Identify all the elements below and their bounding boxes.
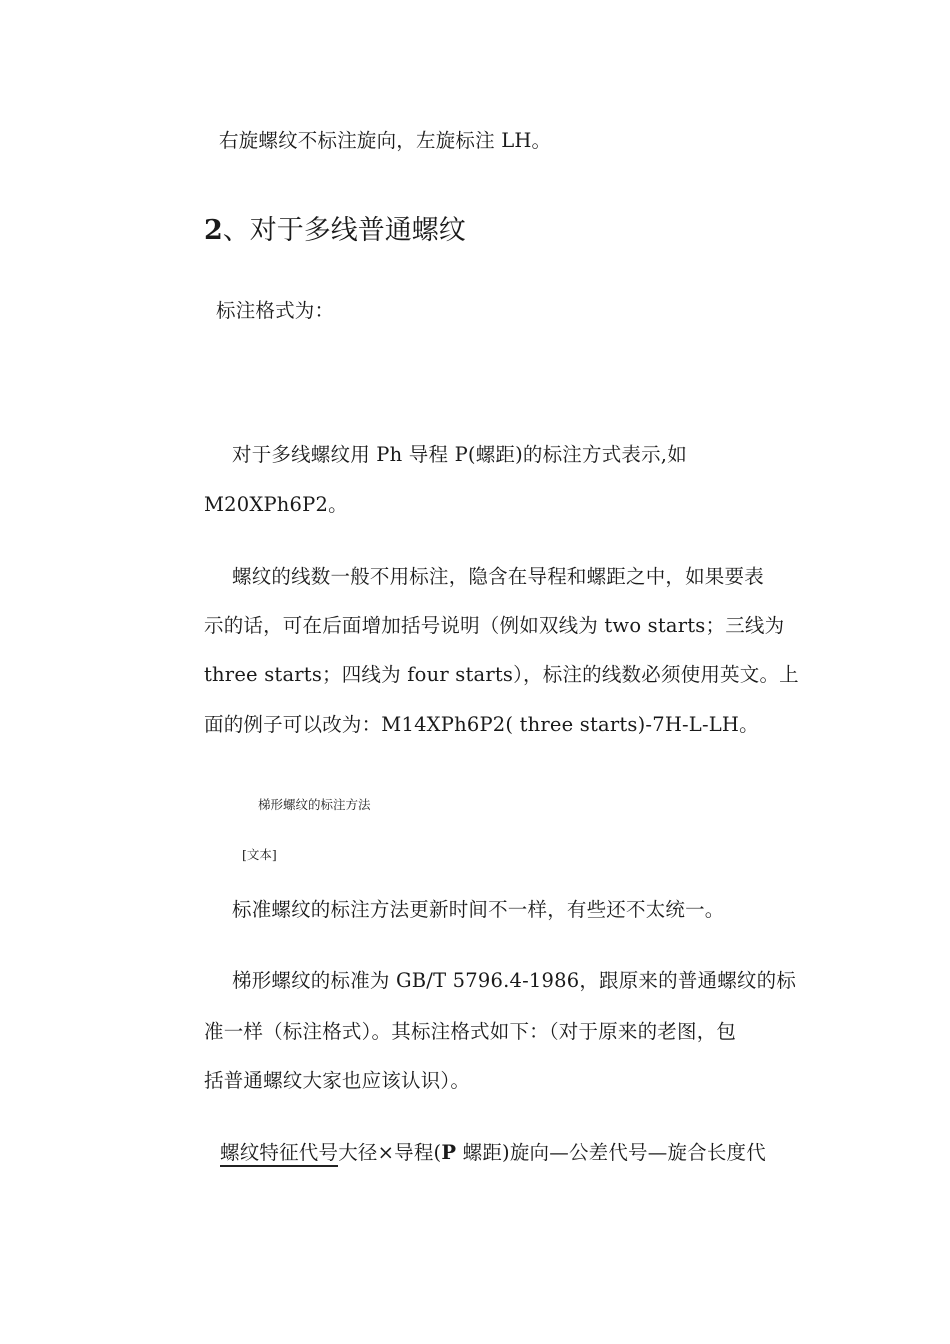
section-title: 、对于多线普通螺纹 <box>222 215 466 246</box>
pitch-symbol: P <box>441 1141 457 1164</box>
format-formula <box>220 1140 830 1166</box>
figure-caption: 梯形螺纹的标注方法 <box>258 797 371 812</box>
section-heading <box>204 214 466 248</box>
paragraph-4-line-2: 准一样（标注格式）。其标注格式如下：（对于原来的老图，包 <box>204 1020 737 1043</box>
paragraph-2-line-4: 面的例子可以改为：M14XPh6P2( three starts)-7H-L-LH。 <box>204 713 759 736</box>
paragraph-2-line-1: 螺纹的线数一般不用标注，隐含在导程和螺距之中，如果要表 <box>232 565 764 588</box>
format-label: 标注格式为： <box>216 299 335 322</box>
major-diameter-lead-label: 大径×导程( <box>338 1141 442 1164</box>
feature-code-label: 螺纹特征代号 <box>220 1141 338 1167</box>
paragraph-2-line-3: three starts；四线为 four starts），标注的线数必须使用英文。上 <box>204 663 799 686</box>
paragraph-4-line-3: 括普通螺纹大家也应该认识）。 <box>204 1069 471 1092</box>
paragraph-1-line-1: 对于多线螺纹用 Ph 导程 P(螺距)的标注方式表示,如 <box>232 443 687 466</box>
paragraph-2-line-2: 示的话，可在后面增加括号说明（例如双线为 two starts；三线为 <box>204 614 785 637</box>
section-number: 2 <box>204 215 223 246</box>
figure-caption-tag: [文本] <box>242 847 277 862</box>
paragraph-3: 标准螺纹的标注方法更新时间不一样，有些还不太统一。 <box>232 898 725 921</box>
formula-rest: 螺距)旋向—公差代号—旋合长度代 <box>456 1141 766 1164</box>
left-hand-note: 右旋螺纹不标注旋向，左旋标注 LH。 <box>219 129 552 152</box>
paragraph-4-line-1: 梯形螺纹的标准为 GB/T 5796.4-1986，跟原来的普通螺纹的标 <box>232 969 797 992</box>
paragraph-1-line-2: M20XPh6P2。 <box>204 493 348 516</box>
